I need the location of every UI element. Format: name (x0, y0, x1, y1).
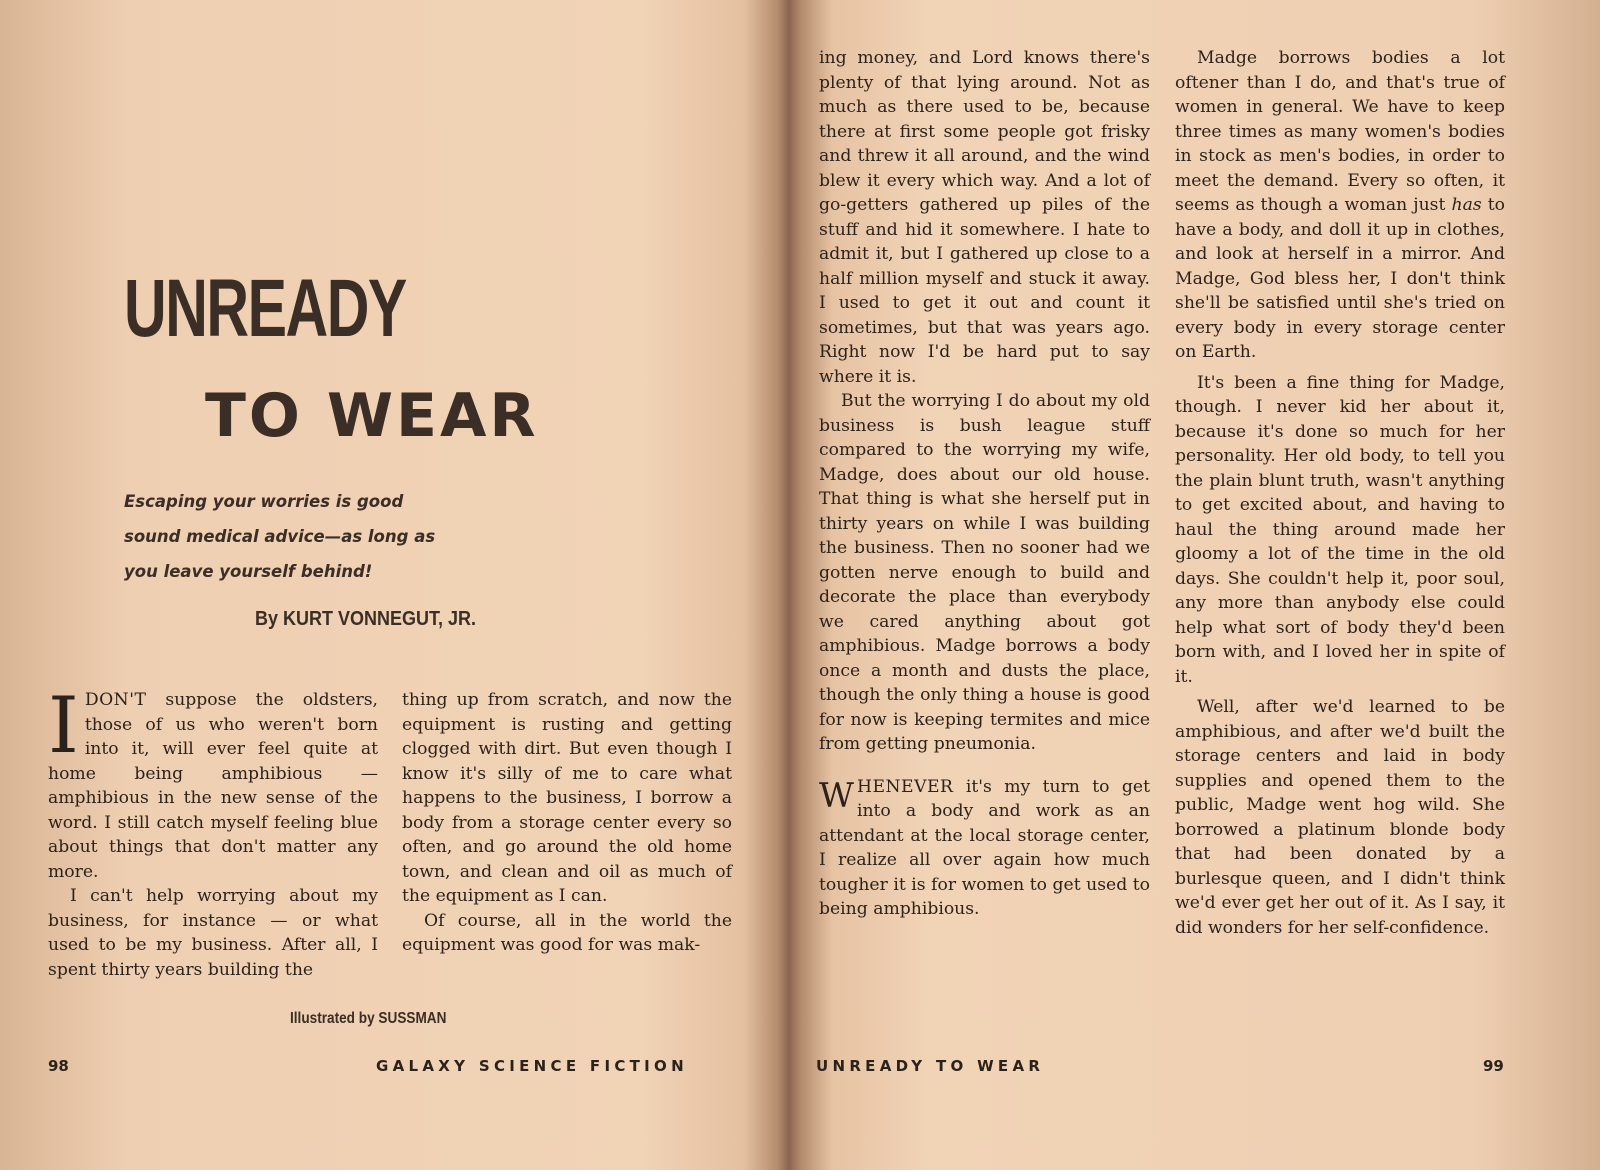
paragraph-text: to have a body, and doll it up in clothes, and look at herself in a mirror. And Madge, God bless her, I don't think she'll be satisfied until she's tried on every body in every storage center on Earth. (1175, 195, 1505, 362)
paragraph: thing up from scratch, and now the equipment is rusting and getting clogged with dirt. But even though I know it's silly of me to care what happens to the business, I borrow a body from a storage center every so often, and go around the old home town, and clean and oil as much of the equipment as I can. (402, 690, 732, 906)
tagline: Escaping your worries is good sound medical advice—as long as you leave yourself behind! (124, 492, 436, 581)
left-page (0, 0, 790, 1170)
opening-paragraph (48, 681, 378, 884)
right-column-2 (1175, 46, 1505, 940)
running-head-right: UNREADY TO WEAR (816, 1057, 1045, 1075)
byline: By KURT VONNEGUT, JR. (255, 608, 477, 630)
right-page (800, 0, 1600, 1170)
lead-in-caps: DON'T (84, 690, 147, 710)
running-head-left: GALAXY SCIENCE FICTION (376, 1057, 688, 1075)
page-number-left: 98 (48, 1057, 69, 1075)
drop-cap: W (819, 775, 854, 816)
paragraph-text: suppose the oldsters, those of us who weren't born into it, will ever feel quite at home being amphibious — amphibious in the new sense of the word. I still catch myself feeling blue about things that don't matter any more. (48, 690, 378, 882)
lead-in-caps: HENEVER (856, 776, 954, 797)
paragraph: Well, after we'd learned to be amphibious, and after we'd built the storage centers and laid in body supplies and opened them to the public, Madge went hog wild. She borrowed a platinum blonde body that had been donated by a burlesque queen, and I didn't think we'd ever get her out of it. As I say, it did wonders for her self-confidence. (1175, 697, 1505, 938)
paragraph (1175, 46, 1505, 365)
title-to-wear: TO WEAR (205, 381, 539, 451)
paragraph: ing money, and Lord knows there's plenty of that lying around. Not as much as there used to be, because there at first some people got frisky and threw it all around, and the wind blew it every which way. And a lot of go-getters gathered up piles of the stuff and hid it somewhere. I hate to admit it, but I gathered up close to a half million myself and stuck it away. I used to get it out and count it sometimes, but that was years ago. Right now I'd be hard put to say where it is. (819, 48, 1150, 387)
title-unready: UNREADY (124, 263, 406, 354)
paragraph: It's been a fine thing for Madge, though. I never kid her about it, because it's done so much for her personality. Her old body, to tell you the plain blunt truth, wasn't anything to get excited about, and having to haul the thing around made her gloomy a lot of the time in the old days. She couldn't help it, poor soul, any more than anybody else could help what sort of body they'd been born with, and I loved her in spite of it. (1175, 372, 1505, 687)
drop-cap: I (48, 681, 79, 771)
illustration-credit: Illustrated by SUSSMAN (290, 1010, 447, 1027)
left-column-1 (48, 681, 378, 982)
paragraph-text: Madge borrows bodies a lot oftener than I do, and that's true of women in general. We have to keep three times as many women's bodies in stock as men's bodies, in order to meet the demand. Every so often, it seems as though a woman just (1175, 48, 1505, 215)
paragraph: Of course, all in the world the equipment was good for was mak- (402, 910, 732, 955)
paragraph: I can't help worrying about my business, for instance — or what used to be my business. After all, I spent thirty years building the (48, 886, 378, 980)
paragraph: But the worrying I do about my old business is bush league stuff compared to the worrying my wife, Madge, does about our old house. That thing is what she herself put in thirty years on while I was building the business. Then no sooner had we gotten nerve enough to build and decorate the place than everybody we cared anything about got amphibious. Madge borrows a body once a month and dusts the place, though the only thing a house is good for now is keeping termites and mice from getting pneumonia. (819, 391, 1150, 754)
emphasis-text: has (1451, 195, 1482, 215)
page-number-right: 99 (1483, 1057, 1504, 1075)
paragraph-text: it's my turn to get into a body and work as an attendant at the local storage center, I realize all over again how much tougher it is for women to get used to being amphibious. (819, 776, 1150, 919)
left-column-2 (402, 688, 732, 958)
section-opening-paragraph (819, 775, 1150, 922)
right-column-1 (819, 46, 1150, 922)
